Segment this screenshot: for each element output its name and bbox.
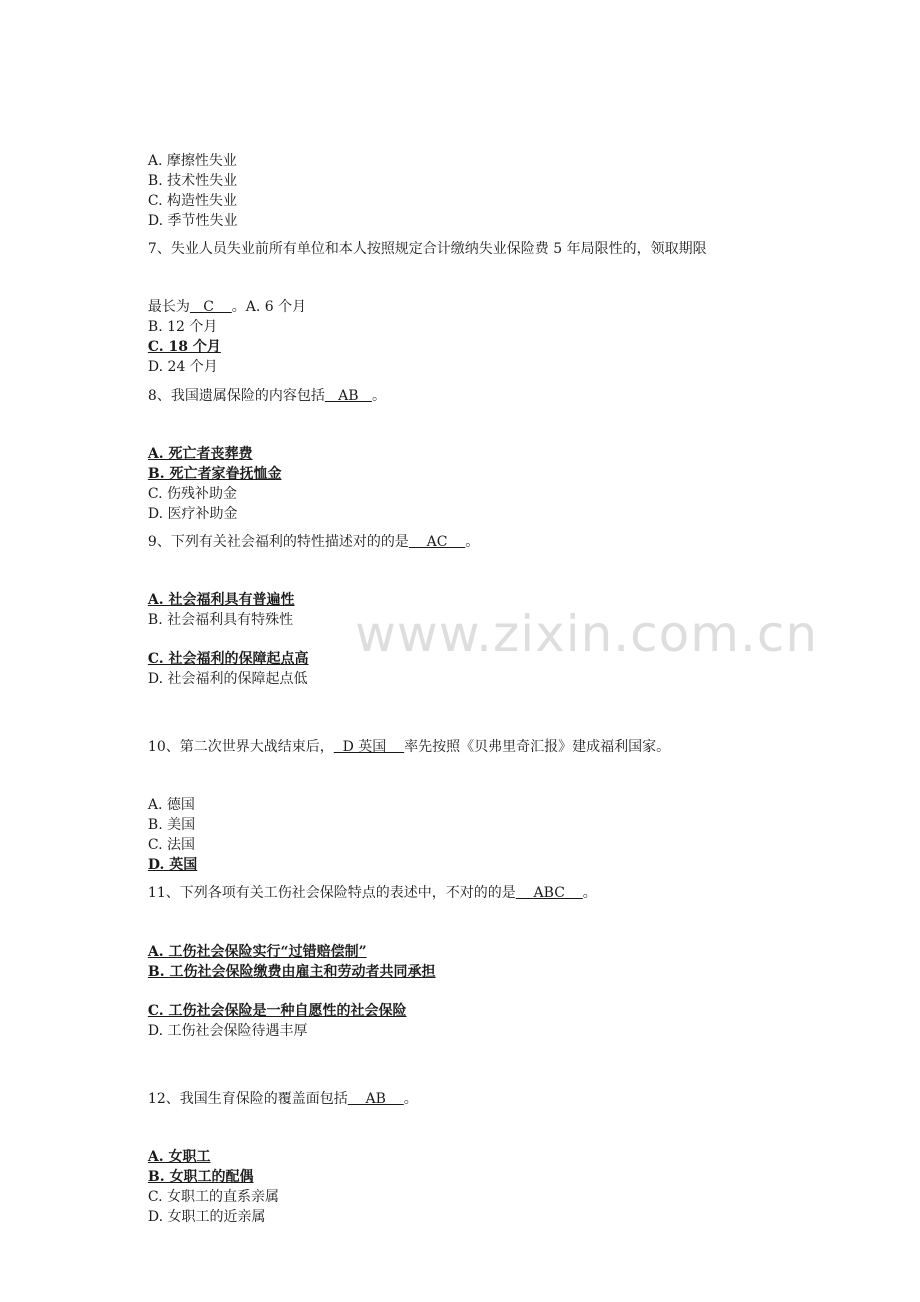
watermark: www.zixin.com.cn: [355, 605, 819, 663]
options-row-unemployment-types: [139, 131, 259, 231]
option-c-correct: C. 工伤社会保险是一种自愿性的社会保险: [147, 1003, 407, 1019]
question-8-prefix: 8、我国遗属保险的内容包括: [147, 388, 325, 404]
question-10-suffix: 率先按照《贝弗里奇汇报》建成福利国家。: [404, 739, 671, 755]
question-9-suffix: 。: [465, 534, 480, 550]
question-7: [139, 219, 707, 259]
question-10-prefix: 10、第二次世界大战结束后，: [147, 739, 334, 755]
question-7-continued: [139, 277, 336, 377]
answer-blank: AC: [408, 534, 466, 550]
question-8: [139, 366, 386, 406]
question-10: [139, 717, 670, 757]
question-11-options-row-1: [139, 922, 436, 982]
question-7-text: 7、失业人员失业前所有单位和本人按照规定合计缴纳失业保险费 5 年局限性的，领取期限: [147, 241, 707, 257]
option-b: B. 美国: [147, 817, 196, 833]
option-b: B. 技术性失业: [147, 173, 238, 189]
option-c-correct: C. 18 个月: [147, 339, 221, 355]
question-9-prefix: 9、下列有关社会福利的特性描述对的的是: [147, 534, 409, 550]
option-a-correct: A. 女职工: [147, 1149, 211, 1165]
option-c-correct: C. 社会福利的保障起点高: [147, 651, 309, 667]
question-7-prefix: 最长为: [147, 299, 190, 315]
question-11-suffix: 。: [582, 885, 597, 901]
question-12-options: [139, 1127, 309, 1227]
option-c: C. 法国: [147, 837, 196, 853]
option-a: A. 德国: [147, 797, 195, 813]
question-12: [139, 1069, 418, 1109]
question-9: [139, 512, 479, 552]
question-11: [139, 863, 597, 903]
option-a: 。A. 6 个月: [231, 299, 307, 315]
answer-blank: ABC: [515, 885, 583, 901]
question-9-options-row-1: [139, 570, 341, 630]
question-11-prefix: 11、下列各项有关工伤社会保险特点的表述中，不对的的是: [147, 885, 516, 901]
question-10-options: [139, 775, 225, 875]
option-b: B. 社会福利具有特殊性: [147, 612, 294, 628]
option-a-correct: A. 死亡者丧葬费: [147, 446, 253, 462]
option-d: D. 季节性失业: [147, 213, 238, 229]
option-c: C. 构造性失业: [147, 193, 238, 209]
answer-blank: AB: [347, 1091, 404, 1107]
option-c: C. 伤残补助金: [147, 486, 238, 502]
option-d-correct: D. 英国: [147, 857, 198, 873]
question-11-options-row-2: [139, 981, 437, 1041]
option-a: A. 摩擦性失业: [147, 153, 237, 169]
answer-blank: AB: [324, 388, 372, 404]
answer-blank: C: [189, 299, 232, 315]
option-d: D. 工伤社会保险待遇丰厚: [147, 1023, 308, 1039]
question-12-suffix: 。: [403, 1091, 418, 1107]
option-c: C. 女职工的直系亲属: [147, 1189, 280, 1205]
option-b: B. 12 个月: [147, 319, 218, 335]
question-9-options-row-2: [139, 629, 339, 689]
answer-blank: D 英国: [333, 739, 405, 755]
option-a-correct: A. 工伤社会保险实行“过错赔偿制”: [147, 944, 367, 960]
question-8-options: [139, 424, 296, 524]
option-b-correct: B. 女职工的配偶: [147, 1169, 254, 1185]
option-d: D. 24 个月: [147, 359, 218, 375]
option-d: D. 医疗补助金: [147, 506, 238, 522]
option-a-correct: A. 社会福利具有普遍性: [147, 592, 295, 608]
question-8-suffix: 。: [371, 388, 386, 404]
option-b-correct: B. 工伤社会保险缴费由雇主和劳动者共同承担: [147, 964, 436, 980]
question-12-prefix: 12、我国生育保险的覆盖面包括: [147, 1091, 348, 1107]
option-d: D. 女职工的近亲属: [147, 1209, 266, 1225]
option-b-correct: B. 死亡者家眷抚恤金: [147, 466, 282, 482]
option-d: D. 社会福利的保障起点低: [147, 671, 308, 687]
